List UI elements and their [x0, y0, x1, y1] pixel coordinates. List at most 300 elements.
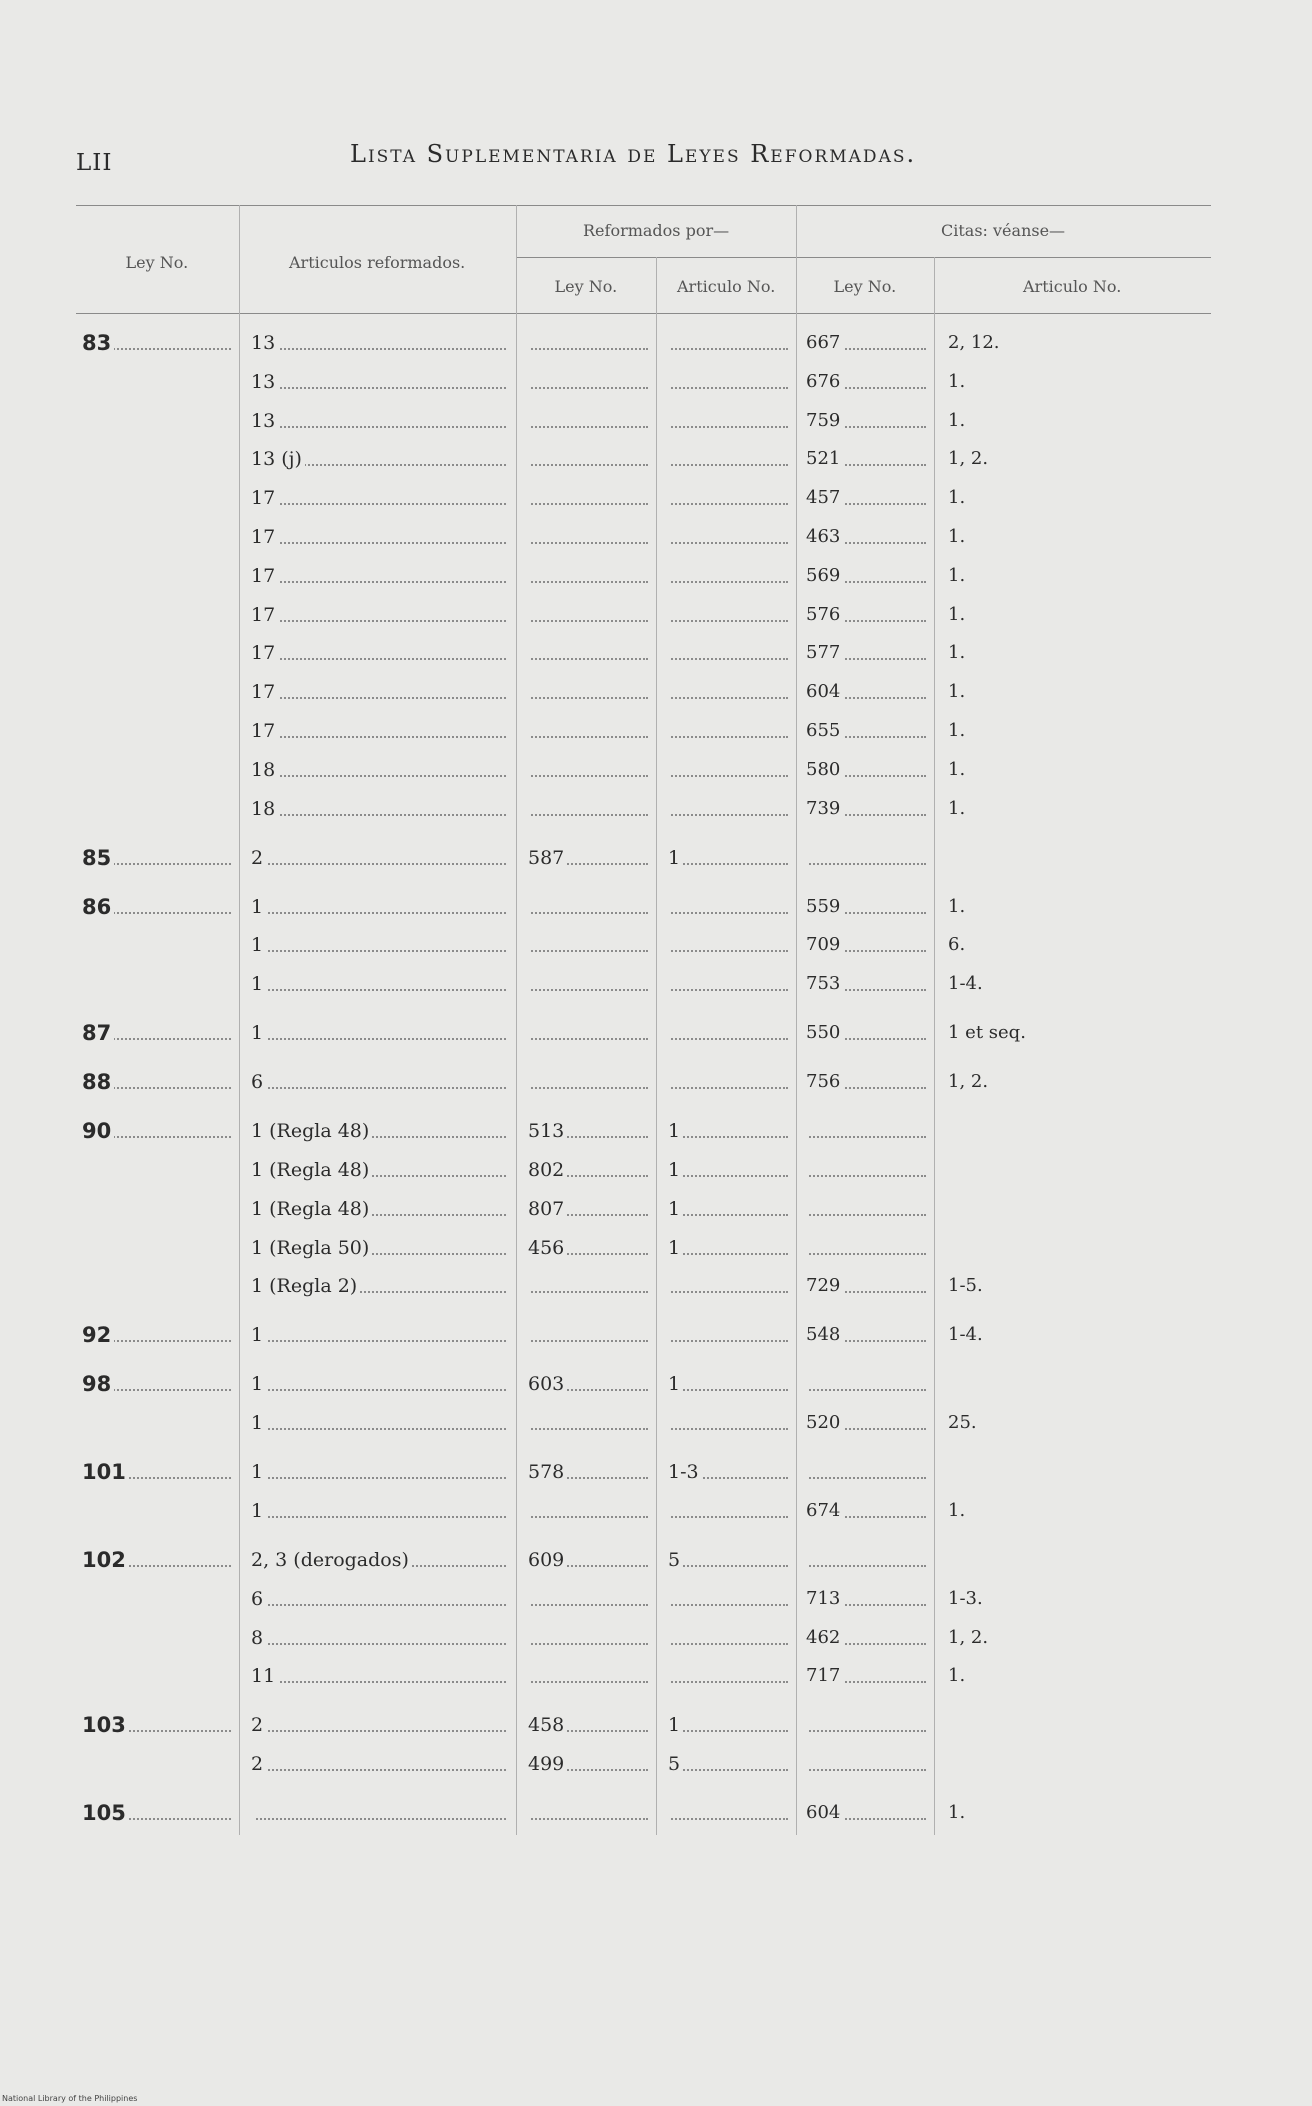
reformado-articulo-text [668, 332, 671, 354]
dot-leader [668, 1516, 788, 1518]
dot-leader [806, 1175, 926, 1177]
dot-leader [251, 814, 506, 816]
cita-articulo [948, 331, 1148, 355]
header-articulos: Articulos reformados. [289, 253, 466, 272]
cita-ley [806, 1323, 932, 1347]
dot-leader [251, 1604, 506, 1606]
reformado-ley [528, 1197, 654, 1221]
dot-leader [528, 1643, 648, 1645]
reformado-articulo-text [668, 448, 671, 470]
reformado-ley [528, 486, 654, 510]
articulo-reformado-text: 13 (j) [251, 448, 305, 470]
cita-ley [806, 1626, 932, 1650]
reformado-ley [528, 1411, 654, 1435]
reformado-ley-text [528, 681, 531, 703]
dot-leader [668, 1087, 788, 1089]
cita-articulo [948, 486, 1148, 510]
reformado-ley-text [528, 1071, 531, 1093]
articulo-reformado [251, 933, 512, 957]
cita-articulo-text: 6. [948, 934, 968, 955]
dot-leader [528, 658, 648, 660]
reformado-articulo [668, 1548, 794, 1572]
cita-ley-text: 756 [806, 1071, 843, 1092]
reformado-articulo-text [668, 642, 671, 664]
ley-number-text: 101 [82, 1460, 129, 1484]
dot-leader [806, 863, 926, 865]
dot-leader [528, 1604, 648, 1606]
articulo-reformado [251, 1119, 512, 1143]
cita-ley [806, 1460, 932, 1484]
reformado-ley [528, 1801, 654, 1825]
ley-number-text: 87 [82, 1021, 114, 1045]
articulo-reformado-text: 2, 3 (derogados) [251, 1549, 412, 1571]
table-row [76, 603, 1211, 629]
table-row [76, 564, 1211, 590]
reformado-ley-text [528, 410, 531, 432]
dot-leader [668, 775, 788, 777]
articulo-reformado-text: 13 [251, 371, 278, 393]
dot-leader [528, 736, 648, 738]
cita-ley-text: 655 [806, 720, 843, 741]
reformado-articulo-text [668, 798, 671, 820]
dot-leader [668, 697, 788, 699]
cita-ley-text: 739 [806, 798, 843, 819]
reformado-ley [528, 641, 654, 665]
reformado-articulo-text [668, 526, 671, 548]
table-row [76, 1119, 1211, 1145]
articulo-reformado [251, 972, 512, 996]
reformado-articulo [668, 1411, 794, 1435]
cita-articulo [948, 1664, 1148, 1688]
reformado-articulo [668, 1021, 794, 1045]
reformado-ley-text [528, 1500, 531, 1522]
reformado-articulo-text [668, 759, 671, 781]
table-row [76, 846, 1211, 872]
reformado-articulo [668, 895, 794, 919]
cita-ley [806, 1499, 932, 1523]
table-row [76, 1021, 1211, 1047]
articulo-reformado-text: 2 [251, 1753, 266, 1775]
cita-ley [806, 797, 932, 821]
dot-leader [668, 1340, 788, 1342]
cita-ley-text: 559 [806, 896, 843, 917]
dot-leader [251, 1389, 506, 1391]
reformado-articulo-text [668, 487, 671, 509]
cita-articulo [948, 370, 1148, 394]
reformado-ley-text [528, 798, 531, 820]
cita-articulo [948, 641, 1148, 665]
cita-ley-text: 550 [806, 1022, 843, 1043]
articulo-reformado [251, 1548, 512, 1572]
reformado-articulo [668, 564, 794, 588]
dot-leader [668, 736, 788, 738]
dot-leader [251, 1038, 506, 1040]
reformado-ley [528, 1119, 654, 1143]
table-row [76, 797, 1211, 823]
dot-leader [251, 950, 506, 952]
dot-leader [251, 1643, 506, 1645]
cita-ley-text: 548 [806, 1324, 843, 1345]
articulo-reformado-text: 2 [251, 847, 266, 869]
dot-leader [668, 1136, 788, 1138]
cita-ley-text [806, 1714, 809, 1735]
reformado-ley [528, 719, 654, 743]
dot-leader [528, 426, 648, 428]
dot-leader [528, 464, 648, 466]
dot-leader [251, 1087, 506, 1089]
dot-leader [528, 814, 648, 816]
dot-leader [668, 1428, 788, 1430]
reformado-ley-text [528, 604, 531, 626]
articulo-reformado [251, 1752, 512, 1776]
dot-leader [668, 912, 788, 914]
table-row [76, 1664, 1211, 1690]
dot-leader [251, 1516, 506, 1518]
articulo-reformado [251, 1587, 512, 1611]
reformado-articulo [668, 680, 794, 704]
articulo-reformado [251, 1274, 512, 1298]
cita-ley [806, 1801, 932, 1825]
cita-ley [806, 409, 932, 433]
reformado-articulo-text [668, 973, 671, 995]
cita-articulo-text: 1. [948, 896, 968, 917]
reformado-articulo [668, 1070, 794, 1094]
articulo-reformado-text: 11 [251, 1665, 278, 1687]
reformado-ley [528, 1021, 654, 1045]
articulo-reformado-text: 13 [251, 332, 278, 354]
articulo-reformado [251, 1158, 512, 1182]
cita-articulo-text: 1. [948, 1665, 968, 1686]
cita-articulo [948, 1499, 1148, 1523]
table-row [76, 895, 1211, 921]
cita-ley-text: 717 [806, 1665, 843, 1686]
dot-leader [528, 697, 648, 699]
cita-articulo [948, 972, 1148, 996]
cita-ley [806, 1548, 932, 1572]
table-row [76, 719, 1211, 745]
articulo-reformado [251, 603, 512, 627]
dot-leader [251, 1769, 506, 1771]
reformado-articulo [668, 641, 794, 665]
dot-leader [251, 775, 506, 777]
cita-ley-text: 576 [806, 604, 843, 625]
cita-ley [806, 719, 932, 743]
ley-number [82, 1323, 237, 1347]
dot-leader [668, 1730, 788, 1732]
reformado-articulo [668, 933, 794, 957]
cita-ley [806, 1587, 932, 1611]
articulo-reformado [251, 1664, 512, 1688]
cita-ley [806, 486, 932, 510]
cita-articulo [948, 797, 1148, 821]
reformado-ley-text [528, 1324, 531, 1346]
articulo-reformado-text: 6 [251, 1588, 266, 1610]
cita-ley-text [806, 1549, 809, 1570]
reformado-articulo-text: 1 [668, 1120, 683, 1142]
dot-leader [251, 387, 506, 389]
page-title: Lista Suplementaria de Leyes Reformadas. [350, 140, 917, 168]
dot-leader [668, 989, 788, 991]
reformado-articulo [668, 1460, 794, 1484]
table-row [76, 1801, 1211, 1827]
reformado-articulo-text [668, 1022, 671, 1044]
header-ley-no: Ley No. [125, 253, 189, 272]
dot-leader [668, 1565, 788, 1567]
header-ref-articulo-no: Articulo No. [677, 277, 776, 296]
ley-number [82, 1460, 237, 1484]
reformado-articulo-text [668, 896, 671, 918]
articulo-reformado-text: 1 (Regla 2) [251, 1275, 360, 1297]
articulo-reformado [251, 409, 512, 433]
cita-articulo [948, 1626, 1148, 1650]
cita-ley [806, 1372, 932, 1396]
cita-articulo-text: 1 et seq. [948, 1022, 1029, 1043]
reformado-ley [528, 1713, 654, 1737]
cita-articulo-text: 1. [948, 681, 968, 702]
reformado-ley [528, 1070, 654, 1094]
cita-articulo [948, 1801, 1148, 1825]
reformado-ley-text [528, 759, 531, 781]
cita-articulo-text: 2, 12. [948, 332, 1003, 353]
reformado-articulo [668, 486, 794, 510]
reformado-articulo [668, 370, 794, 394]
cita-articulo [948, 1274, 1148, 1298]
dot-leader [668, 1389, 788, 1391]
table-row [76, 641, 1211, 667]
cita-ley [806, 1411, 932, 1435]
ley-number-text: 98 [82, 1372, 114, 1396]
reformado-ley-text [528, 526, 531, 548]
articulo-reformado [251, 1236, 512, 1260]
page-number: LII [76, 150, 113, 176]
reformado-ley [528, 1587, 654, 1611]
ley-number [82, 331, 237, 355]
reformado-articulo [668, 409, 794, 433]
dot-leader [251, 503, 506, 505]
cita-articulo-text: 1, 2. [948, 1071, 991, 1092]
dot-leader [528, 542, 648, 544]
reformado-ley-text [528, 973, 531, 995]
dot-leader [668, 1175, 788, 1177]
cita-articulo [948, 1021, 1148, 1045]
dot-leader [668, 581, 788, 583]
articulo-reformado-text: 17 [251, 681, 278, 703]
cita-articulo [948, 719, 1148, 743]
cita-ley-text: 521 [806, 448, 843, 469]
ley-number [82, 1070, 237, 1094]
articulo-reformado [251, 1460, 512, 1484]
ley-number-text: 86 [82, 895, 114, 919]
table-row [76, 370, 1211, 396]
reformado-ley [528, 933, 654, 957]
reformado-articulo-text [668, 565, 671, 587]
articulo-reformado [251, 758, 512, 782]
dot-leader [668, 863, 788, 865]
dot-leader [528, 912, 648, 914]
articulo-reformado-text: 17 [251, 604, 278, 626]
reformado-articulo [668, 1274, 794, 1298]
reformado-ley [528, 409, 654, 433]
cita-ley-text: 457 [806, 487, 843, 508]
dot-leader [806, 1565, 926, 1567]
reformado-ley-text: 513 [528, 1120, 567, 1142]
reformado-ley-text [528, 896, 531, 918]
articulo-reformado [251, 1626, 512, 1650]
cita-ley-text: 729 [806, 1275, 843, 1296]
articulo-reformado-text: 6 [251, 1071, 266, 1093]
dot-leader [528, 581, 648, 583]
reformado-ley [528, 370, 654, 394]
articulo-reformado [251, 1323, 512, 1347]
cita-ley-text: 463 [806, 526, 843, 547]
dot-leader [668, 1038, 788, 1040]
cita-articulo-text: 1-5. [948, 1275, 986, 1296]
ley-number [82, 895, 237, 919]
table-row [76, 447, 1211, 473]
dot-leader [251, 426, 506, 428]
dot-leader [251, 1818, 506, 1820]
ley-number [82, 1713, 237, 1737]
dot-leader [528, 348, 648, 350]
table-row [76, 1587, 1211, 1613]
articulo-reformado-text: 1 (Regla 48) [251, 1159, 372, 1181]
cita-articulo-text: 1. [948, 410, 968, 431]
amendments-table [76, 205, 1211, 1835]
articulo-reformado-text: 1 [251, 1500, 266, 1522]
reformado-ley-text [528, 1275, 531, 1297]
cita-ley [806, 972, 932, 996]
cita-articulo [948, 525, 1148, 549]
dot-leader [806, 1136, 926, 1138]
cita-ley-text [806, 1120, 809, 1141]
cita-articulo [948, 895, 1148, 919]
table-row [76, 331, 1211, 357]
reformado-articulo-text [668, 1324, 671, 1346]
reformado-ley [528, 564, 654, 588]
reformado-ley-text [528, 720, 531, 742]
dot-leader [806, 1769, 926, 1771]
cita-articulo-text: 1. [948, 1500, 968, 1521]
reformado-ley [528, 797, 654, 821]
reformado-ley-text: 499 [528, 1753, 567, 1775]
cita-articulo [948, 564, 1148, 588]
reformado-articulo [668, 1752, 794, 1776]
reformado-articulo [668, 1587, 794, 1611]
cita-ley-text: 667 [806, 332, 843, 353]
reformado-articulo [668, 846, 794, 870]
reformado-ley-text [528, 642, 531, 664]
reformado-articulo-text [668, 1665, 671, 1687]
articulo-reformado [251, 719, 512, 743]
reformado-articulo [668, 1499, 794, 1523]
cita-ley [806, 603, 932, 627]
articulo-reformado [251, 447, 512, 471]
reformado-ley-text [528, 1022, 531, 1044]
cita-articulo-text: 1. [948, 720, 968, 741]
dot-leader [668, 348, 788, 350]
dot-leader [251, 581, 506, 583]
dot-leader [251, 1730, 506, 1732]
dot-leader [251, 348, 506, 350]
header-cit-ley-no: Ley No. [833, 277, 897, 296]
table-row [76, 1158, 1211, 1184]
dot-leader [251, 1428, 506, 1430]
ley-number [82, 1119, 237, 1143]
reformado-ley [528, 525, 654, 549]
cita-ley [806, 1158, 932, 1182]
dot-leader [668, 620, 788, 622]
cita-ley-text: 520 [806, 1412, 843, 1433]
cita-ley-text: 674 [806, 1500, 843, 1521]
dot-leader [251, 658, 506, 660]
cita-articulo [948, 1411, 1148, 1435]
cita-articulo-text: 1-4. [948, 1324, 986, 1345]
reformado-articulo [668, 1158, 794, 1182]
dot-leader [528, 1681, 648, 1683]
dot-leader [251, 736, 506, 738]
ley-number [82, 846, 237, 870]
articulo-reformado [251, 1411, 512, 1435]
reformado-articulo [668, 972, 794, 996]
cita-articulo [948, 603, 1148, 627]
reformado-articulo-text [668, 1588, 671, 1610]
cita-ley-text [806, 1753, 809, 1774]
dot-leader [528, 1428, 648, 1430]
reformado-articulo [668, 1323, 794, 1347]
ley-number [82, 1548, 237, 1572]
reformado-articulo [668, 331, 794, 355]
articulo-reformado-text: 1 [251, 1022, 266, 1044]
dot-leader [668, 503, 788, 505]
table-row [76, 1236, 1211, 1262]
reformado-articulo-text: 5 [668, 1753, 683, 1775]
subheader-rule [516, 257, 1211, 258]
cita-articulo-text: 1. [948, 642, 968, 663]
cita-ley-text [806, 1461, 809, 1482]
cita-ley [806, 1021, 932, 1045]
dot-leader [668, 1643, 788, 1645]
articulo-reformado-text: 17 [251, 720, 278, 742]
articulo-reformado-text: 1 (Regla 48) [251, 1198, 372, 1220]
articulo-reformado [251, 1021, 512, 1045]
reformado-articulo [668, 1236, 794, 1260]
cita-ley-text: 709 [806, 934, 843, 955]
cita-ley-text: 759 [806, 410, 843, 431]
cita-articulo [948, 1323, 1148, 1347]
articulo-reformado [251, 486, 512, 510]
dot-leader [528, 950, 648, 952]
reformado-ley-text: 587 [528, 847, 567, 869]
reformado-articulo-text: 5 [668, 1549, 683, 1571]
cita-articulo [948, 447, 1148, 471]
dot-leader [806, 1389, 926, 1391]
cita-ley-text [806, 847, 809, 868]
dot-leader [251, 863, 506, 865]
reformado-ley [528, 758, 654, 782]
cita-ley-text: 604 [806, 681, 843, 702]
cita-articulo-text: 1-4. [948, 973, 986, 994]
reformado-ley [528, 846, 654, 870]
ley-number-text: 88 [82, 1070, 114, 1094]
dot-leader [528, 387, 648, 389]
reformado-ley [528, 1752, 654, 1776]
articulo-reformado [251, 641, 512, 665]
reformado-ley-text [528, 1665, 531, 1687]
dot-leader [668, 1253, 788, 1255]
reformado-articulo-text [668, 1412, 671, 1434]
articulo-reformado [251, 1801, 512, 1825]
reformado-articulo-text: 1 [668, 1714, 683, 1736]
